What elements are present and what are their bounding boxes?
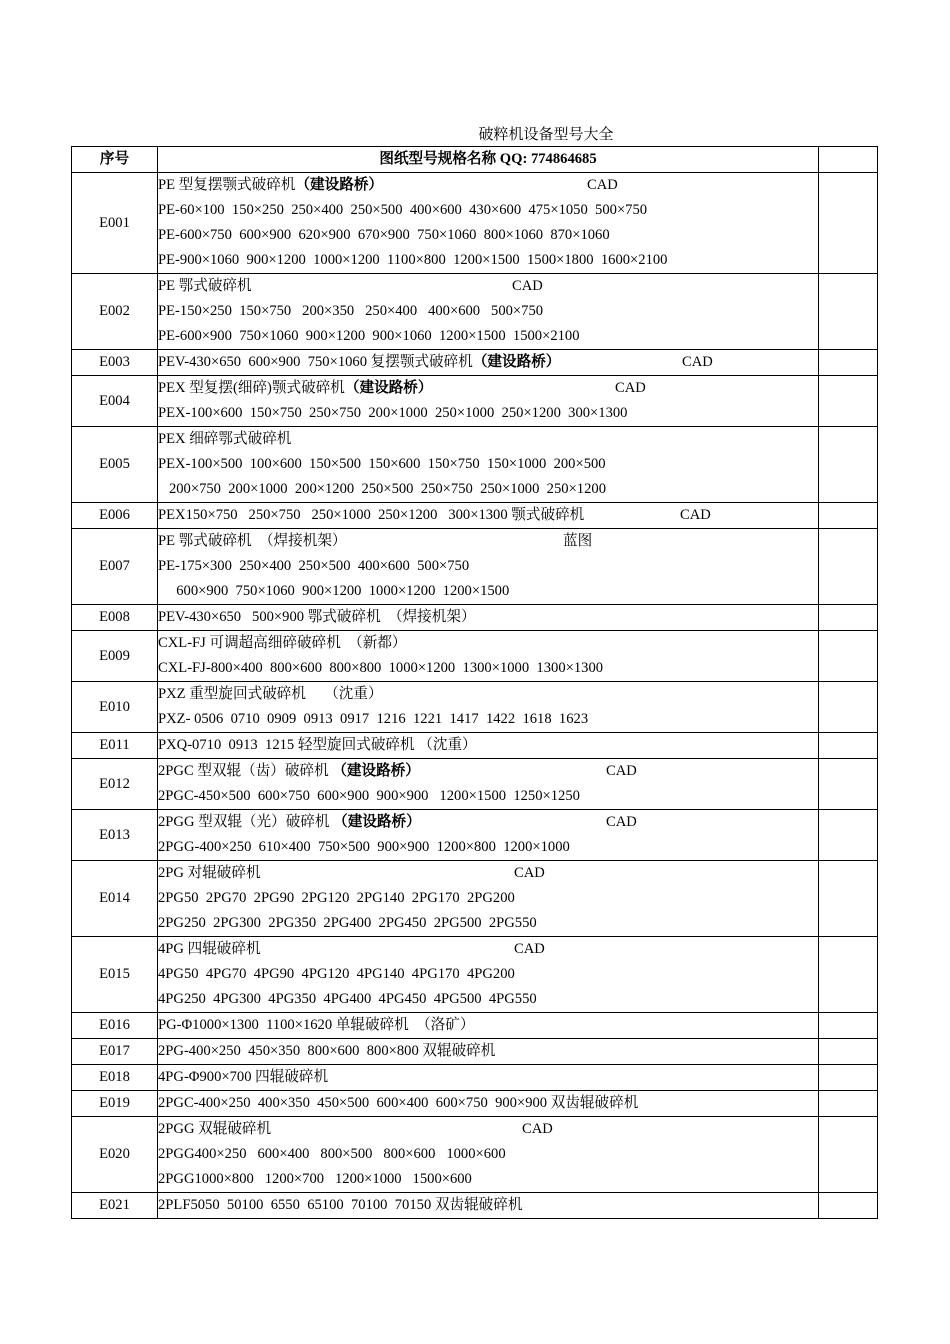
blank-cell (819, 274, 878, 350)
spec-text: 4PG50 4PG70 4PG90 4PG120 4PG140 4PG170 4PG200 (158, 966, 515, 982)
supplier-label: （建设路桥） (332, 763, 420, 779)
spec-text: PE-175×300 250×400 250×500 400×600 500×750 (158, 558, 470, 574)
spec-text: 2PG50 2PG70 2PG90 2PG120 2PG140 2PG170 2PG200 (158, 890, 515, 906)
row-number: E021 (72, 1193, 158, 1219)
table-row (72, 1013, 878, 1039)
spec-cell (158, 1117, 819, 1193)
spec-text: 4PG-Φ900×700 四辊破碎机 (158, 1069, 329, 1085)
spec-cell (158, 759, 819, 810)
supplier-label: （建设路桥） (295, 177, 384, 193)
spec-line (158, 886, 818, 911)
spec-line (158, 376, 818, 401)
supplier-label: （建设路桥） (333, 814, 421, 830)
spec-text: 2PGG400×250 600×400 800×500 800×600 1000×600 (158, 1146, 506, 1162)
spec-line (158, 759, 818, 784)
spec-line (158, 503, 818, 528)
spec-text: PXZ- 0506 0710 0909 0913 0917 1216 1221 1417 1422 1618 1623 (158, 711, 589, 727)
spec-text: PEV-430×650 600×900 750×1060 复摆颚式破碎机 (158, 354, 473, 370)
row-number: E018 (72, 1065, 158, 1091)
spec-text: PE 鄂式破碎机 （焊接机架） (158, 533, 347, 549)
drawing-type-label: CAD (512, 278, 543, 294)
spec-text: PG-Φ1000×1300 1100×1620 单辊破碎机 （洛矿） (158, 1017, 475, 1033)
spec-text: 4PG 四辊破碎机 (158, 941, 261, 957)
spec-text: PE-600×900 750×1060 900×1200 900×1060 1200×1500 1500×2100 (158, 328, 580, 344)
spec-text: 2PGG1000×800 1200×700 1200×1000 1500×600 (158, 1171, 472, 1187)
column-header-number: 序号 (72, 147, 158, 173)
spec-cell (158, 1193, 819, 1219)
column-header-spec: 图纸型号规格名称 QQ: 774864685 (158, 147, 819, 173)
spec-line (158, 1091, 818, 1116)
spec-line (158, 631, 818, 656)
row-number: E003 (72, 350, 158, 376)
table-row (72, 759, 878, 810)
spec-cell (158, 1013, 819, 1039)
spec-cell (158, 529, 819, 605)
table-row (72, 350, 878, 376)
spec-cell (158, 810, 819, 861)
spec-text: 2PG-400×250 450×350 800×600 800×800 双辊破碎机 (158, 1043, 496, 1059)
spec-text: PXZ 重型旋回式破碎机 （沈重） (158, 686, 383, 702)
spec-text: PEX150×750 250×750 250×1000 250×1200 300×1300 颚式破碎机 (158, 507, 585, 523)
spec-text: CXL-FJ-800×400 800×600 800×800 1000×1200 1300×1000 1300×1300 (158, 660, 604, 676)
spec-text: PE-900×1060 900×1200 1000×1200 1100×800 1200×1500 1500×1800 1600×2100 (158, 252, 668, 268)
spec-cell (158, 605, 819, 631)
drawing-type-label: CAD (514, 941, 545, 957)
blank-cell (819, 376, 878, 427)
blank-cell (819, 1091, 878, 1117)
spec-line (158, 987, 818, 1012)
drawing-type-label: CAD (615, 380, 646, 396)
table-row (72, 682, 878, 733)
supplier-label: （建设路桥） (472, 354, 561, 370)
blank-cell (819, 1013, 878, 1039)
table-row (72, 274, 878, 350)
spec-line (158, 810, 818, 835)
spec-line (158, 274, 818, 299)
row-number: E008 (72, 605, 158, 631)
spec-line (158, 401, 818, 426)
table-row (72, 810, 878, 861)
table-row (72, 173, 878, 274)
row-number: E010 (72, 682, 158, 733)
blank-cell (819, 1117, 878, 1193)
spec-line (158, 529, 818, 554)
spec-text: PE-150×250 150×750 200×350 250×400 400×600 500×750 (158, 303, 544, 319)
spec-line (158, 937, 818, 962)
drawing-type-label: CAD (514, 865, 545, 881)
row-number: E017 (72, 1039, 158, 1065)
spec-cell (158, 1091, 819, 1117)
spec-cell (158, 503, 819, 529)
spec-cell (158, 937, 819, 1013)
blank-cell (819, 861, 878, 937)
row-number: E013 (72, 810, 158, 861)
drawing-type-label: CAD (587, 177, 618, 193)
table-row (72, 631, 878, 682)
drawing-type-label: CAD (680, 507, 711, 523)
spec-line (158, 324, 818, 349)
spec-line (158, 452, 818, 477)
spec-cell (158, 427, 819, 503)
spec-cell (158, 1039, 819, 1065)
blank-cell (819, 759, 878, 810)
column-header-blank (819, 147, 878, 173)
spec-cell (158, 376, 819, 427)
blank-cell (819, 1039, 878, 1065)
row-number: E006 (72, 503, 158, 529)
spec-text: 2PGC 型双辊（齿）破碎机 (158, 763, 333, 779)
row-number: E020 (72, 1117, 158, 1193)
spec-line (158, 1142, 818, 1167)
spec-line (158, 911, 818, 936)
spec-line (158, 1013, 818, 1038)
spec-line (158, 707, 818, 732)
row-number: E002 (72, 274, 158, 350)
spec-line (158, 784, 818, 809)
blank-cell (819, 503, 878, 529)
spec-line (158, 962, 818, 987)
row-number: E014 (72, 861, 158, 937)
spec-line (158, 223, 818, 248)
table-row (72, 1117, 878, 1193)
spec-line (158, 198, 818, 223)
spec-cell (158, 682, 819, 733)
spec-text: 4PG250 4PG300 4PG350 4PG400 4PG450 4PG500 4PG550 (158, 991, 537, 1007)
spec-cell (158, 733, 819, 759)
spec-text: PXQ-0710 0913 1215 轻型旋回式破碎机 （沈重） (158, 737, 477, 753)
spec-line (158, 835, 818, 860)
spec-cell (158, 861, 819, 937)
blank-cell (819, 1193, 878, 1219)
spec-line (158, 173, 818, 198)
row-number: E005 (72, 427, 158, 503)
spec-line (158, 682, 818, 707)
spec-line (158, 656, 818, 681)
spec-line (158, 1193, 818, 1218)
spec-cell (158, 274, 819, 350)
blank-cell (819, 631, 878, 682)
spec-text: 2PG250 2PG300 2PG350 2PG400 2PG450 2PG500 2PG550 (158, 915, 537, 931)
spec-line (158, 605, 818, 630)
spec-text: PEX-100×600 150×750 250×750 200×1000 250×1000 250×1200 300×1300 (158, 405, 628, 421)
spec-text: PE 鄂式破碎机 (158, 278, 252, 294)
spec-line (158, 733, 818, 758)
row-number: E009 (72, 631, 158, 682)
blank-cell (819, 427, 878, 503)
spec-text: PEV-430×650 500×900 鄂式破碎机 （焊接机架） (158, 609, 476, 625)
spec-text: PEX 型复摆(细碎)颚式破碎机 (158, 380, 345, 396)
table-row (72, 733, 878, 759)
spec-text: PEX 细碎鄂式破碎机 (158, 431, 292, 447)
blank-cell (819, 810, 878, 861)
spec-text: 2PG 对辊破碎机 (158, 865, 261, 881)
spec-line (158, 1167, 818, 1192)
spec-line (158, 861, 818, 886)
drawing-type-label: CAD (606, 763, 637, 779)
drawing-type-label: 蓝图 (563, 533, 593, 549)
spec-line (158, 350, 818, 375)
spec-cell (158, 631, 819, 682)
blank-cell (819, 605, 878, 631)
blank-cell (819, 529, 878, 605)
spec-line (158, 554, 818, 579)
blank-cell (819, 350, 878, 376)
table-row (72, 1039, 878, 1065)
spec-text: PE-600×750 600×900 620×900 670×900 750×1060 800×1060 870×1060 (158, 227, 610, 243)
spec-text: 2PGG-400×250 610×400 750×500 900×900 1200×800 1200×1000 (158, 839, 570, 855)
spec-line (158, 1065, 818, 1090)
blank-cell (819, 733, 878, 759)
row-number: E001 (72, 173, 158, 274)
spec-cell (158, 173, 819, 274)
row-number: E015 (72, 937, 158, 1013)
spec-line (158, 477, 818, 502)
table-row (72, 1065, 878, 1091)
blank-cell (819, 937, 878, 1013)
table-row (72, 503, 878, 529)
drawing-type-label: CAD (606, 814, 637, 830)
spec-line (158, 427, 818, 452)
spec-text: 2PGC-450×500 600×750 600×900 900×900 1200×1500 1250×1250 (158, 788, 580, 804)
row-number: E011 (72, 733, 158, 759)
table-row (72, 1091, 878, 1117)
spec-text: 600×900 750×1060 900×1200 1000×1200 1200×1500 (158, 583, 510, 599)
spec-text: CXL-FJ 可调超高细碎破碎机 （新都） (158, 635, 407, 651)
table-row (72, 605, 878, 631)
table-row (72, 937, 878, 1013)
spec-text: PE-60×100 150×250 250×400 250×500 400×600 430×600 475×1050 500×750 (158, 202, 648, 218)
spec-line (158, 248, 818, 273)
spec-line (158, 579, 818, 604)
spec-line (158, 299, 818, 324)
row-number: E007 (72, 529, 158, 605)
spec-text: 2PGG 双辊破碎机 (158, 1121, 272, 1137)
document-title: 破粹机设备型号大全 (478, 127, 614, 143)
table-row (72, 1193, 878, 1219)
spec-text: PE 型复摆颚式破碎机 (158, 177, 296, 193)
equipment-table (71, 146, 878, 1219)
row-number: E004 (72, 376, 158, 427)
table-row (72, 376, 878, 427)
spec-text: 2PGC-400×250 400×350 450×500 600×400 600×750 900×900 双齿辊破碎机 (158, 1095, 639, 1111)
spec-text: 2PGG 型双辊（光）破碎机 (158, 814, 334, 830)
spec-text: 200×750 200×1000 200×1200 250×500 250×750 250×1000 250×1200 (158, 481, 606, 497)
row-number: E012 (72, 759, 158, 810)
row-number: E019 (72, 1091, 158, 1117)
spec-text: 2PLF5050 50100 6550 65100 70100 70150 双齿辊破碎机 (158, 1197, 523, 1213)
blank-cell (819, 682, 878, 733)
blank-cell (819, 1065, 878, 1091)
table-row (72, 427, 878, 503)
drawing-type-label: CAD (682, 354, 713, 370)
spec-cell (158, 1065, 819, 1091)
table-header-row (72, 147, 878, 173)
blank-cell (819, 173, 878, 274)
supplier-label: （建设路桥） (344, 380, 433, 396)
row-number: E016 (72, 1013, 158, 1039)
spec-text: PEX-100×500 100×600 150×500 150×600 150×750 150×1000 200×500 (158, 456, 606, 472)
table-row (72, 861, 878, 937)
drawing-type-label: CAD (522, 1121, 553, 1137)
table-row (72, 529, 878, 605)
spec-line (158, 1039, 818, 1064)
spec-line (158, 1117, 818, 1142)
spec-cell (158, 350, 819, 376)
